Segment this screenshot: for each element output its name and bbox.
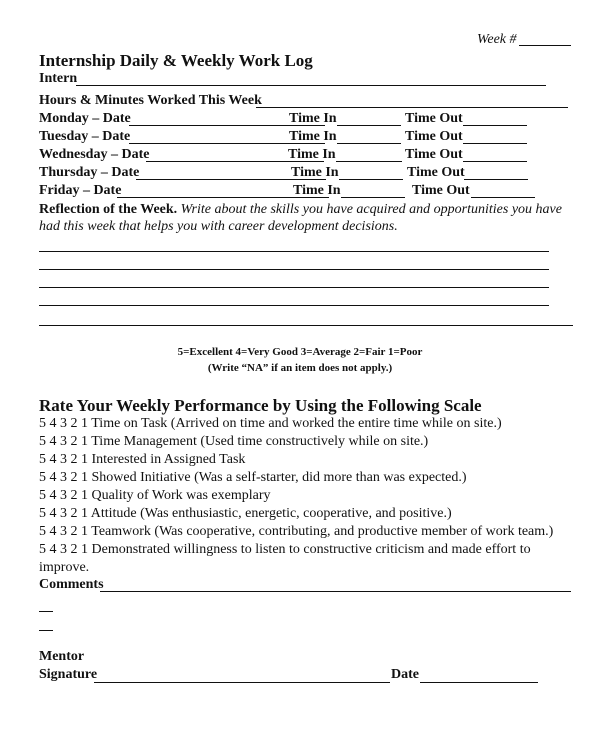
time-out-label: Time Out xyxy=(405,129,463,144)
comments-field[interactable] xyxy=(100,591,571,592)
reflection-answer-line[interactable] xyxy=(39,251,549,252)
time-out-label: Time Out xyxy=(405,111,463,126)
rating-item: 5 4 3 2 1 Teamwork (Was cooperative, contributing, and productive member of work team.) xyxy=(39,524,554,539)
date-label: Date xyxy=(391,667,419,682)
signature-date-field[interactable] xyxy=(420,682,538,683)
day-label: Thursday – Date xyxy=(39,165,140,180)
time-out-label: Time Out xyxy=(412,183,470,198)
week-number-label: Week # xyxy=(477,32,517,47)
time-in-field[interactable] xyxy=(339,179,403,180)
day-row-wednesday xyxy=(39,147,559,165)
rating-heading: Rate Your Weekly Performance by Using the Following Scale xyxy=(39,396,482,415)
comments-line-stub[interactable] xyxy=(39,611,53,612)
time-out-label: Time Out xyxy=(405,147,463,162)
rating-item: 5 4 3 2 1 Time on Task (Arrived on time and worked the entire time while on site.) xyxy=(39,416,502,431)
day-label: Friday – Date xyxy=(39,183,122,198)
comments-label: Comments xyxy=(39,577,104,592)
reflection-prompt-continued: had this week that helps you with career development decisions. xyxy=(39,219,398,234)
reflection-line-1 xyxy=(39,202,562,218)
week-number-field[interactable] xyxy=(519,45,571,46)
hours-field[interactable] xyxy=(256,107,568,108)
day-label: Monday – Date xyxy=(39,111,131,126)
time-out-field[interactable] xyxy=(463,161,527,162)
time-in-label: Time In xyxy=(289,129,337,144)
reflection-answer-line[interactable] xyxy=(39,287,549,288)
intern-field[interactable] xyxy=(76,85,546,86)
scale-legend: 5=Excellent 4=Very Good 3=Average 2=Fair 1=Poor xyxy=(177,346,423,358)
rating-item: 5 4 3 2 1 Time Management (Used time constructively while on site.) xyxy=(39,434,429,449)
rating-item: 5 4 3 2 1 Interested in Assigned Task xyxy=(39,452,246,467)
intern-label: Intern xyxy=(39,71,78,86)
day-row-monday xyxy=(39,111,559,129)
time-in-field[interactable] xyxy=(337,125,401,126)
time-in-field[interactable] xyxy=(341,197,405,198)
reflection-answer-line[interactable] xyxy=(39,269,549,270)
reflection-heading: Reflection of the Week. xyxy=(39,202,178,217)
reflection-answer-line[interactable] xyxy=(39,325,573,326)
rating-item: 5 4 3 2 1 Demonstrated willingness to listen to constructive criticism and made effort to xyxy=(39,542,531,557)
time-out-label: Time Out xyxy=(407,165,465,180)
hours-label: Hours & Minutes Worked This Week xyxy=(39,93,262,108)
day-row-friday xyxy=(39,183,559,201)
signature-label: Signature xyxy=(39,667,98,682)
time-in-label: Time In xyxy=(291,165,339,180)
time-in-label: Time In xyxy=(289,111,337,126)
day-row-tuesday xyxy=(39,129,559,147)
day-label: Tuesday – Date xyxy=(39,129,131,144)
scale-note: (Write “NA” if an item does not apply.) xyxy=(207,362,393,374)
time-in-label: Time In xyxy=(293,183,341,198)
time-in-label: Time In xyxy=(288,147,336,162)
mentor-label: Mentor xyxy=(39,649,85,664)
day-row-thursday xyxy=(39,165,559,183)
rating-item: 5 4 3 2 1 Showed Initiative (Was a self-starter, did more than was expected.) xyxy=(39,470,467,485)
reflection-prompt: Write about the skills you have acquired and opportunities you have xyxy=(180,202,562,217)
rating-item: 5 4 3 2 1 Quality of Work was exemplary xyxy=(39,488,271,503)
rating-item-continued: improve. xyxy=(39,560,90,575)
comments-line-stub[interactable] xyxy=(39,630,53,631)
time-in-field[interactable] xyxy=(337,143,401,144)
time-out-field[interactable] xyxy=(463,143,527,144)
time-out-field[interactable] xyxy=(464,179,528,180)
rating-item: 5 4 3 2 1 Attitude (Was enthusiastic, energetic, cooperative, and positive.) xyxy=(39,506,452,521)
signature-field[interactable] xyxy=(94,682,390,683)
time-out-field[interactable] xyxy=(463,125,527,126)
reflection-answer-line[interactable] xyxy=(39,305,549,306)
page-title: Internship Daily & Weekly Work Log xyxy=(39,51,313,70)
time-out-field[interactable] xyxy=(471,197,535,198)
day-label: Wednesday – Date xyxy=(39,147,150,162)
time-in-field[interactable] xyxy=(336,161,402,162)
